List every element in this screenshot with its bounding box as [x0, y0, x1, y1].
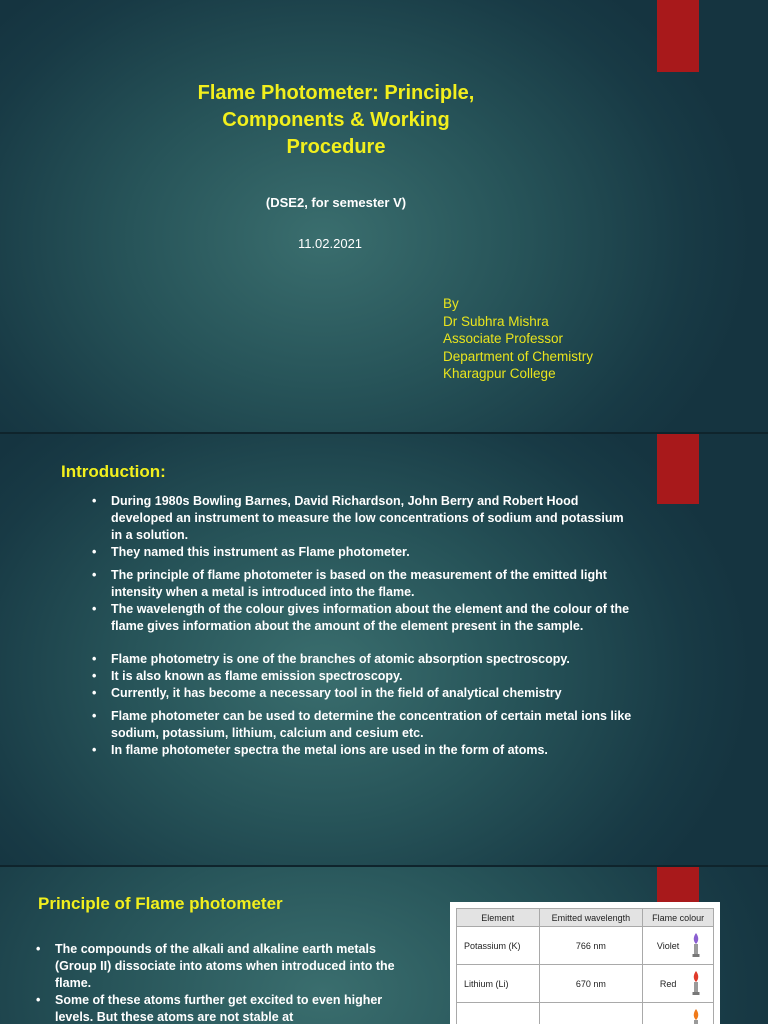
title-line: Flame Photometer: Principle,: [197, 82, 475, 104]
bullet-item: • The wavelength of the colour gives information about the element and the colour of the flame gives information about the amount of the element present in the sample.: [92, 601, 632, 635]
bullet-item: • The principle of flame photometer is based on the measurement of the emitted light intensity when a metal is introduced into the flame.: [92, 567, 632, 601]
title-slide: [0, 0, 768, 432]
column-header: Emitted wavelength: [539, 909, 643, 927]
accent-tab: [657, 434, 699, 504]
slide-heading: Introduction:: [61, 462, 166, 481]
bullet-item: • Flame photometer can be used to determine the concentration of certain metal ions like sodium, potassium, lithium, calcium and cesium etc.: [92, 708, 632, 742]
table-row: [457, 1003, 714, 1024]
author-block: [443, 295, 593, 383]
presentation-date: 11.02.2021: [297, 236, 363, 251]
element-cell: Potassium (K): [457, 927, 540, 965]
bullet-list: [92, 493, 632, 759]
colour-label: Violet: [656, 940, 680, 951]
bullet-item: • It is also known as flame emission spectroscopy.: [92, 668, 632, 685]
bullet-item: • Currently, it has become a necessary tool in the field of analytical chemistry: [92, 685, 632, 702]
wavelength-cell: [539, 1003, 643, 1024]
presentation-title: [120, 80, 552, 161]
column-header: Flame colour: [643, 909, 714, 927]
bullet-item: • The compounds of the alkali and alkaline earth metals (Group II) dissociate into atoms when introduced into the flame.: [36, 941, 396, 992]
colour-cell: [643, 965, 714, 1003]
bullet-item: • In flame photometer spectra the metal ions are used in the form of atoms.: [92, 742, 632, 759]
wavelength-cell: 670 nm: [539, 965, 643, 1003]
title-line: Procedure: [286, 136, 386, 158]
author-line: Dr Subhra Mishra: [443, 313, 549, 329]
element-cell: Lithium (Li): [457, 965, 540, 1003]
author-line: Kharagpur College: [443, 366, 556, 381]
bullet-item: • They named this instrument as Flame photometer.: [92, 544, 632, 561]
colour-cell: [643, 927, 714, 965]
table-row: [457, 965, 714, 1003]
wavelength-cell: 766 nm: [539, 927, 643, 965]
author-line: By: [443, 296, 459, 311]
slide-heading: Principle of Flame photometer: [38, 894, 283, 913]
flame-colour-table-image: [450, 902, 720, 1024]
table-row: [457, 927, 714, 965]
introduction-slide: [0, 434, 768, 865]
course-subtitle: (DSE2, for semester V): [265, 195, 407, 210]
title-line: Components & Working: [222, 109, 450, 131]
author-line: Department of Chemistry: [443, 348, 594, 364]
burner-flame-icon: [691, 971, 701, 996]
bullet-item: • During 1980s Bowling Barnes, David Richardson, John Berry and Robert Hood developed an instrument to measure the low concentrations of sodium and potassium in a solution.: [92, 493, 632, 544]
author-line: Associate Professor: [443, 331, 564, 346]
burner-flame-icon: [691, 1009, 701, 1024]
burner-flame-icon: [691, 933, 701, 958]
accent-tab: [657, 0, 699, 72]
bullet-item: • Some of these atoms further get excited to even higher levels. But these atoms are not stable at: [36, 992, 396, 1024]
bullet-list: [36, 941, 396, 1024]
accent-tab: [657, 867, 699, 903]
bullet-item: • Flame photometry is one of the branches of atomic absorption spectroscopy.: [92, 651, 632, 668]
colour-label: Red: [659, 978, 677, 989]
flame-colour-table: [456, 908, 714, 1024]
table-header-row: [457, 909, 714, 927]
column-header: Element: [457, 909, 540, 927]
element-cell: [457, 1003, 540, 1024]
colour-cell: [643, 1003, 714, 1024]
principle-slide: [0, 867, 768, 1024]
